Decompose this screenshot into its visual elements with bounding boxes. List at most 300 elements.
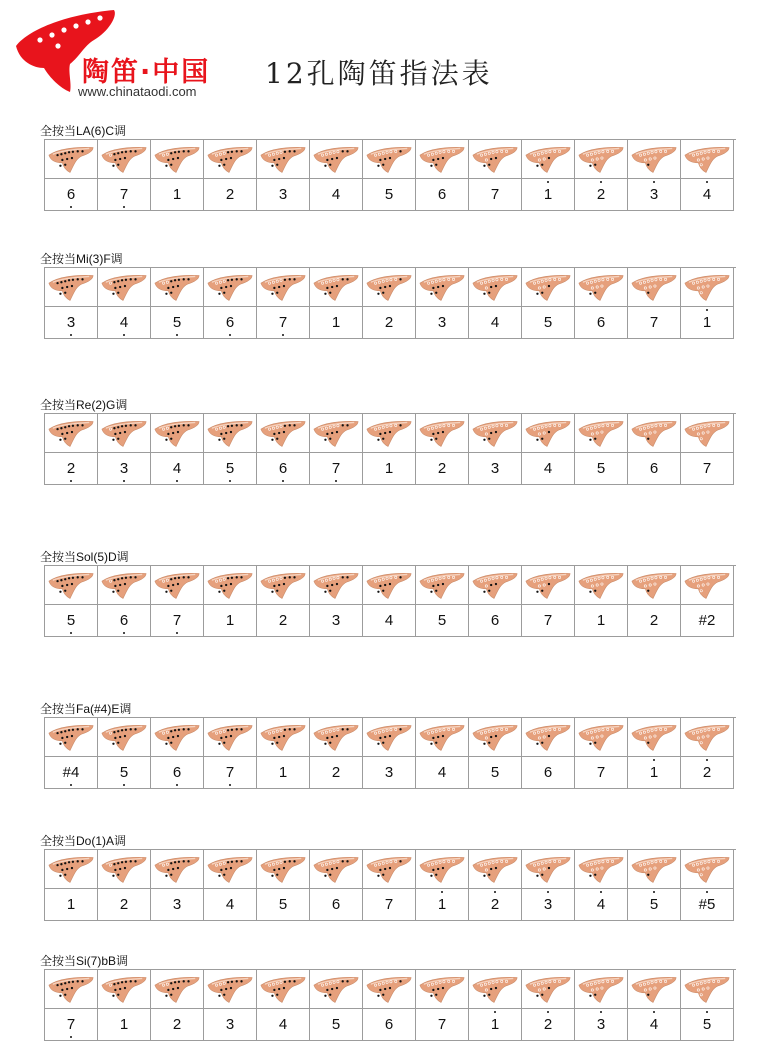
key-section-label: 全按当Fa(#4)E调: [40, 702, 132, 716]
note-label: 2: [544, 1017, 552, 1032]
note-cell: [98, 889, 151, 921]
note-label: #5: [699, 897, 716, 912]
ocarina-fingering-icon: [683, 973, 731, 1005]
note-label: 1: [596, 612, 606, 629]
ocarina-fingering-icon: [259, 271, 307, 303]
note-cell: [681, 889, 734, 921]
low-octave-dot: [123, 480, 125, 482]
fingering-table: [44, 413, 736, 485]
note-cell: [469, 307, 522, 339]
fingering-table: [44, 717, 736, 789]
note-label: 6: [437, 186, 447, 203]
note-cell: [522, 1009, 575, 1041]
note-cell: [257, 307, 310, 339]
note-cell: [628, 605, 681, 637]
note-cell: [45, 179, 98, 211]
note-cell: [204, 605, 257, 637]
fingering-cell: [628, 850, 681, 889]
ocarina-fingering-icon: [577, 569, 625, 601]
ocarina-fingering-icon: [47, 973, 95, 1005]
note-cell: [45, 889, 98, 921]
low-octave-dot: [282, 334, 284, 336]
fingering-cell: [416, 268, 469, 307]
fingering-cell: [681, 718, 734, 757]
note-label: 6: [173, 765, 181, 780]
ocarina-fingering-icon: [524, 417, 572, 449]
note-cell: [310, 307, 363, 339]
note-cell: [522, 307, 575, 339]
ocarina-fingering-icon: [259, 569, 307, 601]
note-cell: [575, 889, 628, 921]
note-label: 6: [543, 764, 553, 781]
fingering-cell: [204, 718, 257, 757]
note-cell: [681, 1009, 734, 1041]
ocarina-fingering-icon: [259, 973, 307, 1005]
ocarina-fingering-icon: [206, 973, 254, 1005]
note-label: 3: [597, 1017, 605, 1032]
key-section-label: 全按当Mi(3)F调: [40, 252, 123, 266]
fingering-cell: [257, 718, 310, 757]
note-cell: [257, 179, 310, 211]
fingering-cell: [204, 268, 257, 307]
fingering-cell: [522, 718, 575, 757]
fingering-cell: [257, 970, 310, 1009]
note-label: 1: [278, 764, 288, 781]
ocarina-fingering-icon: [630, 143, 678, 175]
fingering-cell: [681, 566, 734, 605]
ocarina-fingering-icon: [206, 271, 254, 303]
note-label: 4: [490, 314, 500, 331]
note-label: 3: [331, 612, 341, 629]
note-label: 7: [649, 314, 659, 331]
note-cell: [416, 605, 469, 637]
fingering-cell: [151, 718, 204, 757]
note-label: 6: [331, 896, 341, 913]
high-octave-dot: [706, 759, 708, 761]
note-label: 2: [703, 765, 711, 780]
note-cell: [681, 179, 734, 211]
low-octave-dot: [70, 206, 72, 208]
note-cell: [363, 1009, 416, 1041]
note-cell: [151, 453, 204, 485]
fingering-cell: [310, 414, 363, 453]
note-label: 6: [596, 314, 606, 331]
note-label: 7: [437, 1016, 447, 1033]
note-cell: [363, 889, 416, 921]
ocarina-fingering-icon: [630, 569, 678, 601]
high-octave-dot: [600, 1011, 602, 1013]
high-octave-dot: [547, 181, 549, 183]
note-cell: [681, 453, 734, 485]
note-cell: [575, 179, 628, 211]
note-label: 3: [437, 314, 447, 331]
note-label: 7: [173, 613, 181, 628]
note-label: 5: [331, 1016, 341, 1033]
fingering-cell: [204, 970, 257, 1009]
fingering-cell: [310, 850, 363, 889]
note-label: 1: [438, 897, 446, 912]
page-header: [0, 0, 777, 110]
note-cell: [257, 453, 310, 485]
note-cell: [575, 757, 628, 789]
fingering-table: [44, 267, 736, 339]
fingering-cell: [575, 970, 628, 1009]
note-cell: [628, 889, 681, 921]
ocarina-fingering-icon: [630, 271, 678, 303]
note-cell: [98, 453, 151, 485]
ocarina-fingering-icon: [365, 271, 413, 303]
note-label: 7: [332, 461, 340, 476]
key-section-label: 全按当LA(6)C调: [40, 124, 127, 138]
note-label: 6: [279, 461, 287, 476]
note-label: 7: [67, 1017, 75, 1032]
note-cell: [363, 307, 416, 339]
note-cell: [45, 307, 98, 339]
fingering-cell: [204, 414, 257, 453]
note-label: 2: [119, 896, 129, 913]
ocarina-fingering-icon: [100, 143, 148, 175]
note-cell: [151, 757, 204, 789]
note-label: 5: [67, 613, 75, 628]
note-label: 5: [226, 461, 234, 476]
fingering-cell: [363, 970, 416, 1009]
note-cell: [363, 179, 416, 211]
ocarina-fingering-icon: [471, 721, 519, 753]
fingering-image-row: [45, 414, 736, 453]
note-cell: [310, 605, 363, 637]
note-label: #2: [698, 612, 716, 629]
low-octave-dot: [123, 206, 125, 208]
low-octave-dot: [282, 480, 284, 482]
ocarina-fingering-icon: [312, 853, 360, 885]
note-label: 2: [67, 461, 75, 476]
fingering-cell: [628, 268, 681, 307]
ocarina-fingering-icon: [524, 271, 572, 303]
note-label: 3: [278, 186, 288, 203]
ocarina-fingering-icon: [100, 569, 148, 601]
note-label: 7: [120, 187, 128, 202]
low-octave-dot: [70, 334, 72, 336]
ocarina-fingering-icon: [471, 143, 519, 175]
fingering-cell: [575, 718, 628, 757]
fingering-image-row: [45, 850, 736, 889]
low-octave-dot: [123, 784, 125, 786]
logo-url: www.chinataodi.com: [78, 84, 197, 99]
ocarina-fingering-icon: [630, 973, 678, 1005]
ocarina-fingering-icon: [683, 721, 731, 753]
note-label: #4: [63, 765, 80, 780]
note-cell: [469, 605, 522, 637]
note-cell: [45, 605, 98, 637]
low-octave-dot: [70, 632, 72, 634]
fingering-cell: [151, 268, 204, 307]
fingering-cell: [363, 140, 416, 179]
ocarina-fingering-icon: [577, 417, 625, 449]
fingering-cell: [522, 850, 575, 889]
note-cell: [204, 453, 257, 485]
note-label: 7: [543, 612, 553, 629]
note-label: 3: [120, 461, 128, 476]
fingering-cell: [363, 850, 416, 889]
ocarina-fingering-icon: [577, 143, 625, 175]
note-cell: [469, 179, 522, 211]
ocarina-fingering-icon: [100, 271, 148, 303]
note-label: 5: [543, 314, 553, 331]
fingering-cell: [522, 970, 575, 1009]
high-octave-dot: [547, 1011, 549, 1013]
ocarina-fingering-icon: [418, 853, 466, 885]
note-label: 6: [490, 612, 500, 629]
ocarina-fingering-icon: [153, 721, 201, 753]
fingering-cell: [257, 566, 310, 605]
fingering-cell: [416, 718, 469, 757]
note-label: 2: [384, 314, 394, 331]
note-cell: [416, 453, 469, 485]
fingering-cell: [45, 718, 98, 757]
note-label: 5: [596, 460, 606, 477]
note-cell: [257, 757, 310, 789]
fingering-image-row: [45, 970, 736, 1009]
fingering-cell: [98, 850, 151, 889]
note-cell: [628, 757, 681, 789]
note-label: 7: [279, 315, 287, 330]
note-cell: [416, 757, 469, 789]
ocarina-fingering-icon: [683, 271, 731, 303]
note-label: 4: [331, 186, 341, 203]
note-cell: [151, 1009, 204, 1041]
ocarina-fingering-icon: [259, 853, 307, 885]
key-section-label: 全按当Do(1)A调: [40, 834, 127, 848]
note-cell: [575, 453, 628, 485]
ocarina-fingering-icon: [259, 417, 307, 449]
note-label: 5: [437, 612, 447, 629]
note-label: 6: [226, 315, 234, 330]
ocarina-fingering-icon: [524, 721, 572, 753]
fingering-cell: [204, 566, 257, 605]
ocarina-fingering-icon: [153, 569, 201, 601]
note-label: 4: [173, 461, 181, 476]
ocarina-fingering-icon: [206, 417, 254, 449]
note-label: 3: [172, 896, 182, 913]
fingering-cell: [628, 970, 681, 1009]
fingering-image-row: [45, 268, 736, 307]
ocarina-fingering-icon: [153, 271, 201, 303]
note-cell: [310, 1009, 363, 1041]
note-cell: [469, 1009, 522, 1041]
fingering-cell: [151, 850, 204, 889]
note-label: 4: [384, 612, 394, 629]
fingering-cell: [469, 268, 522, 307]
low-octave-dot: [123, 632, 125, 634]
note-label: 2: [331, 764, 341, 781]
fingering-cell: [416, 850, 469, 889]
note-label: 3: [67, 315, 75, 330]
fingering-cell: [681, 268, 734, 307]
note-row: [45, 605, 736, 637]
fingering-cell: [469, 718, 522, 757]
ocarina-fingering-icon: [47, 271, 95, 303]
note-cell: [98, 605, 151, 637]
note-cell: [628, 307, 681, 339]
key-section-label: 全按当Si(7)bB调: [40, 954, 129, 968]
fingering-cell: [45, 414, 98, 453]
note-label: 7: [596, 764, 606, 781]
note-cell: [204, 757, 257, 789]
low-octave-dot: [229, 784, 231, 786]
high-octave-dot: [547, 891, 549, 893]
note-label: 5: [490, 764, 500, 781]
note-label: 6: [384, 1016, 394, 1033]
note-cell: [151, 605, 204, 637]
fingering-cell: [469, 850, 522, 889]
low-octave-dot: [70, 784, 72, 786]
note-label: 6: [649, 460, 659, 477]
ocarina-fingering-icon: [683, 417, 731, 449]
ocarina-fingering-icon: [312, 271, 360, 303]
note-cell: [522, 453, 575, 485]
fingering-cell: [522, 268, 575, 307]
fingering-cell: [416, 970, 469, 1009]
ocarina-fingering-icon: [100, 721, 148, 753]
ocarina-fingering-icon: [418, 417, 466, 449]
note-cell: [575, 605, 628, 637]
fingering-cell: [151, 414, 204, 453]
note-label: 4: [278, 1016, 288, 1033]
ocarina-fingering-icon: [259, 721, 307, 753]
fingering-cell: [45, 850, 98, 889]
note-label: 5: [650, 897, 658, 912]
fingering-cell: [363, 718, 416, 757]
fingering-cell: [45, 566, 98, 605]
fingering-cell: [416, 566, 469, 605]
ocarina-fingering-icon: [365, 143, 413, 175]
ocarina-fingering-icon: [153, 143, 201, 175]
note-label: 4: [437, 764, 447, 781]
fingering-cell: [681, 140, 734, 179]
high-octave-dot: [653, 181, 655, 183]
ocarina-fingering-icon: [418, 143, 466, 175]
note-cell: [363, 453, 416, 485]
ocarina-fingering-icon: [206, 721, 254, 753]
ocarina-fingering-icon: [418, 271, 466, 303]
note-label: 4: [120, 315, 128, 330]
ocarina-fingering-icon: [365, 973, 413, 1005]
fingering-table: [44, 565, 736, 637]
ocarina-fingering-icon: [577, 973, 625, 1005]
note-row: [45, 307, 736, 339]
note-label: 5: [703, 1017, 711, 1032]
fingering-cell: [575, 850, 628, 889]
fingering-cell: [98, 566, 151, 605]
ocarina-fingering-icon: [630, 417, 678, 449]
note-label: 4: [225, 896, 235, 913]
fingering-cell: [363, 268, 416, 307]
note-label: 2: [437, 460, 447, 477]
note-cell: [204, 1009, 257, 1041]
fingering-cell: [151, 140, 204, 179]
note-cell: [204, 179, 257, 211]
high-octave-dot: [706, 181, 708, 183]
note-cell: [151, 889, 204, 921]
low-octave-dot: [176, 480, 178, 482]
note-label: 3: [490, 460, 500, 477]
note-cell: [257, 889, 310, 921]
high-octave-dot: [706, 309, 708, 311]
page-title: 12孔陶笛指法表: [265, 57, 493, 90]
ocarina-fingering-icon: [100, 417, 148, 449]
note-cell: [681, 605, 734, 637]
low-octave-dot: [335, 480, 337, 482]
note-label: 1: [119, 1016, 129, 1033]
note-cell: [310, 453, 363, 485]
fingering-cell: [310, 970, 363, 1009]
fingering-cell: [151, 970, 204, 1009]
note-cell: [681, 307, 734, 339]
fingering-cell: [575, 566, 628, 605]
note-label: 1: [491, 1017, 499, 1032]
high-octave-dot: [653, 891, 655, 893]
high-octave-dot: [706, 891, 708, 893]
note-cell: [416, 307, 469, 339]
fingering-cell: [98, 718, 151, 757]
ocarina-fingering-icon: [524, 569, 572, 601]
fingering-cell: [204, 850, 257, 889]
fingering-cell: [257, 140, 310, 179]
high-octave-dot: [441, 891, 443, 893]
ocarina-fingering-icon: [365, 417, 413, 449]
fingering-cell: [575, 268, 628, 307]
fingering-cell: [363, 414, 416, 453]
ocarina-fingering-icon: [577, 271, 625, 303]
note-cell: [310, 889, 363, 921]
note-cell: [628, 1009, 681, 1041]
note-cell: [469, 757, 522, 789]
ocarina-fingering-icon: [47, 569, 95, 601]
fingering-cell: [257, 414, 310, 453]
note-row: [45, 1009, 736, 1041]
fingering-cell: [151, 566, 204, 605]
note-row: [45, 757, 736, 789]
note-cell: [204, 307, 257, 339]
high-octave-dot: [600, 181, 602, 183]
ocarina-fingering-icon: [365, 853, 413, 885]
note-label: 6: [67, 187, 75, 202]
note-label: 6: [120, 613, 128, 628]
fingering-cell: [681, 414, 734, 453]
note-cell: [628, 179, 681, 211]
ocarina-fingering-icon: [206, 143, 254, 175]
note-cell: [257, 1009, 310, 1041]
ocarina-fingering-icon: [47, 143, 95, 175]
fingering-cell: [45, 140, 98, 179]
note-cell: [98, 179, 151, 211]
note-cell: [257, 605, 310, 637]
fingering-table: [44, 139, 736, 211]
note-cell: [151, 307, 204, 339]
low-octave-dot: [123, 334, 125, 336]
ocarina-fingering-icon: [418, 569, 466, 601]
note-row: [45, 179, 736, 211]
note-label: 3: [384, 764, 394, 781]
note-cell: [469, 889, 522, 921]
fingering-image-row: [45, 566, 736, 605]
fingering-cell: [98, 970, 151, 1009]
note-label: 3: [225, 1016, 235, 1033]
note-label: 5: [120, 765, 128, 780]
low-octave-dot: [229, 480, 231, 482]
fingering-cell: [628, 140, 681, 179]
note-cell: [363, 605, 416, 637]
